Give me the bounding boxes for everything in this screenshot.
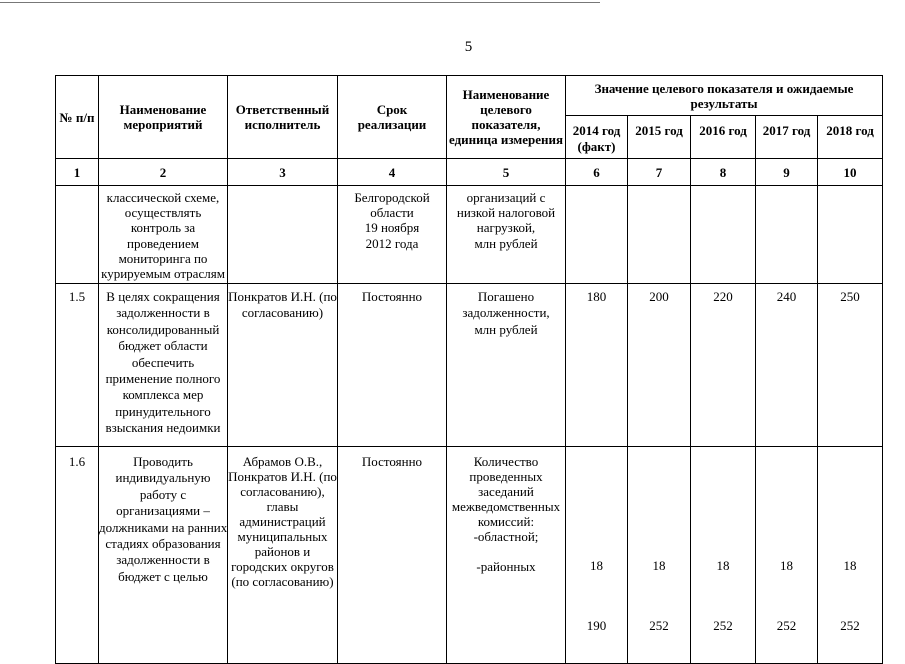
cell-term: Постоянно [338,284,447,447]
cell-value: 220 [691,284,756,447]
header-year: 2015 год [628,116,691,159]
cell-indicator: Количество проведенных заседаний межведомственных комиссий: -областной; -районных [447,447,566,664]
column-number: 6 [566,159,628,186]
cell-number: 1.5 [56,284,99,447]
cell-value [756,186,818,284]
cell-value [818,447,883,664]
value-rayon: 252 [840,618,860,633]
header-number: № п/п [56,76,99,159]
column-number: 9 [756,159,818,186]
value-rayon: 252 [649,618,669,633]
value-rayon: 252 [776,618,797,633]
scan-edge-line [0,2,600,3]
cell-value [628,447,691,664]
cell-value [756,447,818,664]
cell-executor: Абрамов О.В., Понкратов И.Н. (по согласованию), главы администраций муниципальных районов и городских округов (по согласованию) [228,447,338,664]
cell-number: 1.6 [56,447,99,664]
cell-activity: Проводить индивидуальную работу с организациями – должниками на ранних стадиях образования задолженности в бюджет с целью [99,447,228,664]
cell-number [56,186,99,284]
cell-value [628,186,691,284]
column-number: 2 [99,159,228,186]
value-oblast: 18 [590,558,603,573]
column-number: 10 [818,159,883,186]
cell-value: 200 [628,284,691,447]
header-activity: Наименование мероприятий [99,76,228,159]
column-number: 4 [338,159,447,186]
cell-indicator: организаций с низкой налоговой нагрузкой, млн рублей [447,186,566,284]
header-executor: Ответственный исполнитель [228,76,338,159]
cell-value [566,186,628,284]
indicators-table [55,75,883,664]
cell-indicator: Погашено задолженности, млн рублей [447,284,566,447]
cell-value [818,186,883,284]
header-term: Срок реализации [338,76,447,159]
cell-executor: Понкратов И.Н. (по согласованию) [228,284,338,447]
cell-value: 180 [566,284,628,447]
value-oblast: 18 [652,558,666,573]
page-number: 5 [464,39,473,55]
cell-value [691,447,756,664]
value-oblast: 18 [780,558,793,573]
cell-value: 250 [818,284,883,447]
cell-value [691,186,756,284]
header-year: 2014 год (факт) [566,116,628,159]
value-rayon: 190 [586,618,607,633]
cell-value [566,447,628,664]
column-number: 1 [56,159,99,186]
table-row [56,447,883,664]
header-year: 2018 год [818,116,883,159]
column-number: 3 [228,159,338,186]
header-indicator: Наименование целевого показателя, единица измерения [447,76,566,159]
header-value-group: Значение целевого показателя и ожидаемые результаты [566,76,883,116]
table-row [56,284,883,447]
table-row [56,186,883,284]
header-year: 2017 год [756,116,818,159]
cell-term: Белгородской области 19 ноября 2012 года [338,186,447,284]
value-oblast: 18 [843,558,857,573]
cell-executor [228,186,338,284]
cell-value: 240 [756,284,818,447]
cell-term: Постоянно [338,447,447,664]
column-number: 7 [628,159,691,186]
column-number: 8 [691,159,756,186]
cell-activity: классической схеме, осуществлять контроль за проведением мониторинга по курируемым отраслям [99,186,228,284]
column-number: 5 [447,159,566,186]
cell-activity: В целях сокращения задолженности в консолидированный бюджет области обеспечить применение полного комплекса мер принудительного взыскания недоимки [99,284,228,447]
value-rayon: 252 [713,618,733,633]
value-oblast: 18 [716,558,730,573]
column-numbers-row [56,159,883,186]
header-year: 2016 год [691,116,756,159]
header-row [56,76,883,116]
